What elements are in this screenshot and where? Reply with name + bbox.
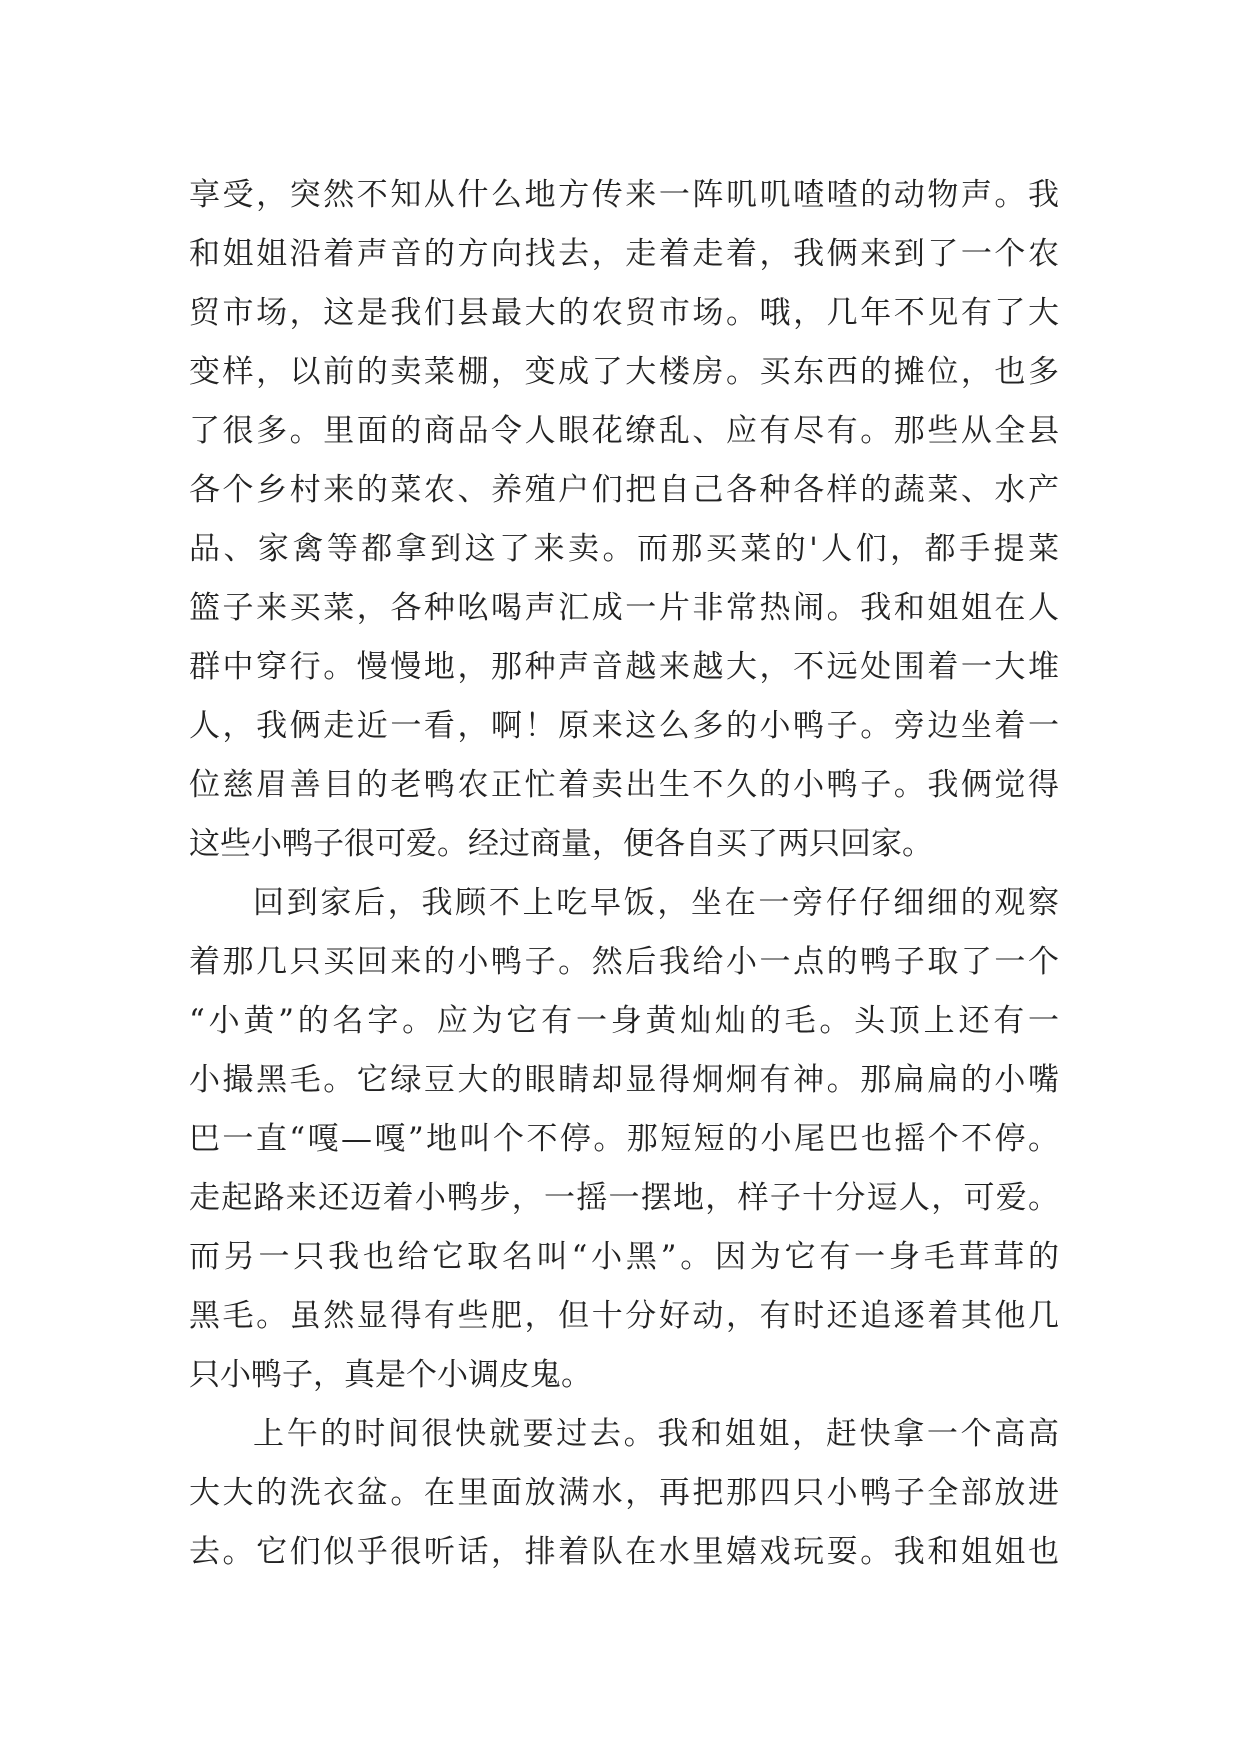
text-line: 篮子来买菜，各种吆喝声汇成一片非常热闹。我和姐姐在人 [189, 590, 1059, 626]
text-line: “小黄”的名字。应为它有一身黄灿灿的毛。头顶上还有一 [189, 1003, 1059, 1039]
text-line: 了很多。里面的商品令人眼花缭乱、应有尽有。那些从全县 [189, 413, 1059, 449]
text-line: 各个乡村来的菜农、养殖户们把自己各种各样的蔬菜、水产 [189, 472, 1059, 508]
text-line: 和姐姐沿着声音的方向找去，走着走着，我俩来到了一个农 [189, 236, 1059, 272]
text-line: 去。它们似乎很听话，排着队在水里嬉戏玩耍。我和姐姐也 [189, 1534, 1059, 1570]
text-line: 人，我俩走近一看，啊！原来这么多的小鸭子。旁边坐着一 [189, 708, 1059, 744]
text-line: 品、家禽等都拿到这了来卖。而那买菜的'人们，都手提菜 [189, 531, 1059, 567]
text-line: 大大的洗衣盆。在里面放满水，再把那四只小鸭子全部放进 [189, 1475, 1059, 1511]
paragraph-1 [189, 166, 1059, 874]
text-line: 走起路来还迈着小鸭步，一摇一摆地，样子十分逗人，可爱。 [189, 1180, 1059, 1216]
text-line: 巴一直“嘎—嘎”地叫个不停。那短短的小尾巴也摇个不停。 [189, 1121, 1059, 1157]
body-text [189, 166, 1059, 1582]
text-line: 享受，突然不知从什么地方传来一阵叽叽喳喳的动物声。我 [189, 177, 1059, 213]
text-line: 上午的时间很快就要过去。我和姐姐，赶快拿一个高高 [253, 1416, 1059, 1452]
text-line: 这些小鸭子很可爱。经过商量，便各自买了两只回家。 [189, 826, 933, 862]
text-line: 贸市场，这是我们县最大的农贸市场。哦，几年不见有了大 [189, 295, 1059, 331]
text-line: 着那几只买回来的小鸭子。然后我给小一点的鸭子取了一个 [189, 944, 1059, 980]
text-line: 群中穿行。慢慢地，那种声音越来越大，不远处围着一大堆 [189, 649, 1059, 685]
text-line: 小撮黑毛。它绿豆大的眼睛却显得炯炯有神。那扁扁的小嘴 [189, 1062, 1059, 1098]
text-line: 回到家后，我顾不上吃早饭，坐在一旁仔仔细细的观察 [253, 885, 1059, 921]
text-line: 而另一只我也给它取名叫“小黑”。因为它有一身毛茸茸的 [189, 1239, 1059, 1275]
text-line: 位慈眉善目的老鸭农正忙着卖出生不久的小鸭子。我俩觉得 [189, 767, 1059, 803]
text-line: 变样，以前的卖菜棚，变成了大楼房。买东西的摊位，也多 [189, 354, 1059, 390]
text-line: 黑毛。虽然显得有些肥，但十分好动，有时还追逐着其他几 [189, 1298, 1059, 1334]
paragraph-3 [189, 1405, 1059, 1582]
text-line: 只小鸭子，真是个小调皮鬼。 [189, 1357, 592, 1393]
paragraph-2 [189, 874, 1059, 1405]
